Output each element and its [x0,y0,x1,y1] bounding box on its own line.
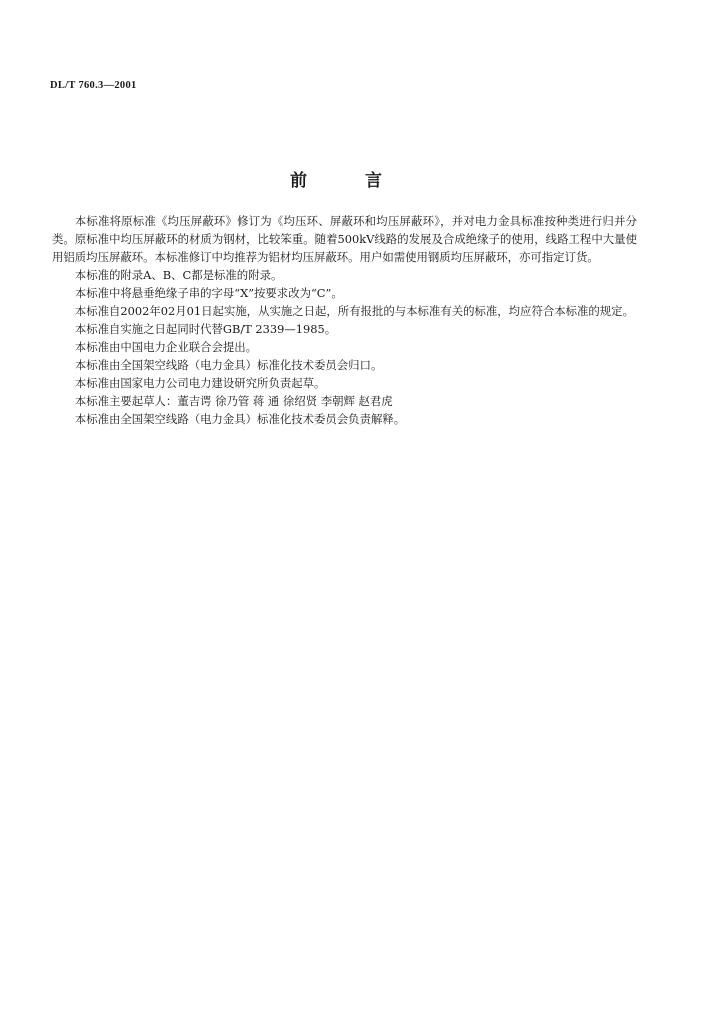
paragraph-effective-date: 本标准自2002年02月01日起实施，从实施之日起，所有报批的与本标准有关的标准，均应符合本标准的规定。 [74,304,634,318]
foreword-body [52,212,637,428]
paragraph-administered-by: 本标准由全国架空线路（电力金具）标准化技术委员会归口。 [74,358,383,372]
paragraph-supersedes: 本标准自实施之日起同时代替GB/T 2339—1985。 [74,322,337,336]
paragraph-drafters: 本标准主要起草人：董吉谔 徐乃管 蒋 通 徐绍贤 李朝辉 赵君虎 [74,394,393,408]
paragraph-appendices: 本标准的附录A、B、C都是标准的附录。 [74,268,283,282]
paragraph-drafted-by: 本标准由国家电力公司电力建设研究所负责起草。 [74,376,326,390]
paragraph-proposed-by: 本标准由中国电力企业联合会提出。 [74,340,258,354]
page-title: 前言 [290,171,440,191]
document-code: DL/T 760.3—2001 [50,80,137,91]
paragraph-revision-note: 本标准将原标准《均压屏蔽环》修订为《均压环、屏蔽环和均压屏蔽环》，并对电力金具标准按种类进行归并分类。原标准中均压屏蔽环的材质为钢材，比较笨重。随着500kV线路的发展及合成绝缘子的使用，线路工程中大量使用铝质均压屏蔽环。本标准修订中均推荐为铝材均压屏蔽环。用户如需使用钢质均压屏蔽环，亦可指定订货。 [52,214,637,264]
paragraph-letter-change: 本标准中将悬垂绝缘子串的字母“X”按要求改为“C”。 [74,286,343,300]
paragraph-interpreted-by: 本标准由全国架空线路（电力金具）标准化技术委员会负责解释。 [74,412,406,426]
